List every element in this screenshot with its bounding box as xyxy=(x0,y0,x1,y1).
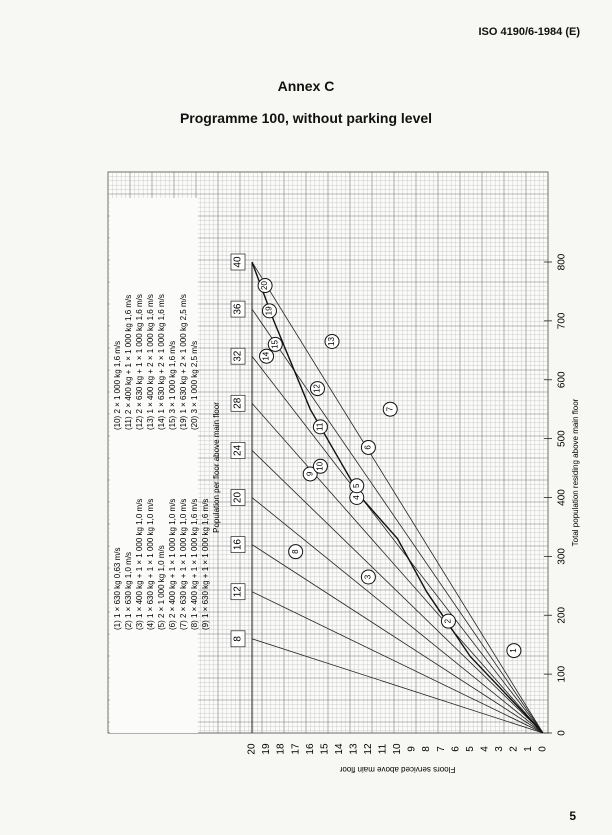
installation-number: 4 xyxy=(351,495,361,500)
population-label: 16 xyxy=(232,539,244,551)
installation-number: 7 xyxy=(385,406,395,412)
document-reference: ISO 4190/6-1984 (E) xyxy=(478,26,580,38)
installation-number: 5 xyxy=(351,483,361,488)
floor-tick-label: 8 xyxy=(421,746,433,752)
population-label: 20 xyxy=(232,491,244,504)
population-tick-label: 500 xyxy=(556,430,568,447)
floor-tick-label: 12 xyxy=(363,743,375,755)
floor-tick-label: 7 xyxy=(435,746,447,752)
population-label: 40 xyxy=(232,256,244,268)
floor-tick-label: 1 xyxy=(523,746,535,752)
installation-number: 10 xyxy=(315,461,325,471)
population-tick-label: 600 xyxy=(556,371,568,389)
installation-number: 1 xyxy=(509,648,519,653)
annex-title: Annex C xyxy=(277,78,335,94)
floor-tick-label: 17 xyxy=(290,743,302,755)
legend-entry: (4) 1 × 630 kg + 1 × 1 000 kg 1,0 m/s xyxy=(146,498,155,630)
population-tick-label: 300 xyxy=(556,548,568,565)
legend-entry: (9) 1 × 630 kg + 1 × 1 000 kg 1,6 m/s xyxy=(201,498,210,630)
x-axis-title: Total population residing above main floor xyxy=(571,398,580,547)
population-tick-label: 700 xyxy=(556,312,568,330)
floor-tick-label: 11 xyxy=(377,743,389,755)
installation-number: 12 xyxy=(312,384,322,394)
population-label: 32 xyxy=(232,350,244,362)
installation-number: 6 xyxy=(363,445,373,450)
installation-number: 2 xyxy=(443,618,453,624)
floor-tick-label: 13 xyxy=(348,743,360,755)
population-axis-label: Population per floor above main floor xyxy=(212,402,221,533)
legend-entry: (8) 1 × 400 kg + 1 × 1 000 kg 1,6 m/s xyxy=(190,498,199,630)
installation-number: 20 xyxy=(260,281,270,291)
floor-tick-label: 20 xyxy=(246,743,258,755)
population-label: 8 xyxy=(232,636,244,642)
population-label: 28 xyxy=(232,397,244,409)
legend-entry: (13) 1 × 400 kg + 2 × 1 000 kg 1,6 m/s xyxy=(146,294,155,430)
population-label: 12 xyxy=(232,586,244,598)
floor-tick-label: 10 xyxy=(392,743,404,755)
legend-entry: (20) 3 × 1 000 kg 2,5 m/s xyxy=(190,340,199,430)
floor-tick-label: 6 xyxy=(450,746,462,752)
floor-tick-label: 5 xyxy=(464,746,476,752)
installation-number: 9 xyxy=(305,471,315,477)
legend-entry: (6) 2 × 400 kg + 1 × 1 000 kg 1,0 m/s xyxy=(168,498,177,630)
installation-number: 13 xyxy=(327,337,337,346)
floor-tick-label: 9 xyxy=(406,746,418,752)
legend-entry: (3) 1 × 400 kg + 1 × 1 000 kg 1,0 m/s xyxy=(135,498,144,630)
floor-tick-label: 16 xyxy=(304,743,316,755)
legend-entry: (7) 2 × 630 kg + 1 × 1 000 kg 1,0 m/s xyxy=(179,498,188,630)
floor-tick-label: 18 xyxy=(275,743,287,755)
installation-number: 14 xyxy=(261,351,271,361)
installation-number: 8 xyxy=(290,549,300,554)
floor-tick-label: 3 xyxy=(493,746,505,752)
floor-tick-label: 19 xyxy=(261,743,273,755)
floor-tick-label: 0 xyxy=(537,746,549,752)
population-label: 36 xyxy=(232,303,244,315)
floor-tick-label: 2 xyxy=(508,746,520,752)
legend-entry: (11) 2 × 400 kg + 1 × 1 000 kg 1,6 m/s xyxy=(124,294,133,430)
legend-panel xyxy=(110,198,198,733)
floor-tick-label: 15 xyxy=(319,743,331,755)
legend-entry: (1) 1 × 630 kg 0,63 m/s xyxy=(113,547,122,630)
legend-entry: (15) 3 × 1 000 kg 1,6 m/s xyxy=(168,340,177,430)
programme-title: Programme 100, without parking level xyxy=(179,110,433,126)
legend-entry: (5) 2 × 1 000 kg 1,0 m/s xyxy=(157,545,166,630)
legend-entry: (2) 1 × 630 kg 1,0 m/s xyxy=(124,551,133,630)
floor-tick-label: 4 xyxy=(479,746,491,752)
population-label: 24 xyxy=(232,444,244,456)
population-tick-label: 100 xyxy=(556,665,568,683)
legend-entry: (14) 1 × 630 kg + 2 × 1 000 kg 1,6 m/s xyxy=(157,294,166,430)
page-number: 5 xyxy=(569,809,576,823)
population-tick-label: 400 xyxy=(556,489,568,506)
installation-number: 15 xyxy=(270,339,280,349)
installation-number: 3 xyxy=(363,574,373,580)
population-tick-label: 800 xyxy=(556,253,568,271)
legend-entry: (19) 1 × 630 kg + 2 × 1 000 kg 2,5 m/s xyxy=(179,294,188,430)
population-tick-label: 0 xyxy=(556,730,568,736)
legend-entry: (12) 2 × 630 kg + 1 × 1 000 kg 1,6 m/s xyxy=(135,294,144,430)
y-axis-title: Floors serviced above main floor xyxy=(339,765,456,774)
floor-tick-label: 14 xyxy=(333,743,345,755)
legend-entry: (10) 2 × 1 000 kg 1,6 m/s xyxy=(113,340,122,430)
installation-number: 19 xyxy=(264,306,274,316)
installation-number: 11 xyxy=(315,422,325,432)
population-tick-label: 200 xyxy=(556,606,568,624)
